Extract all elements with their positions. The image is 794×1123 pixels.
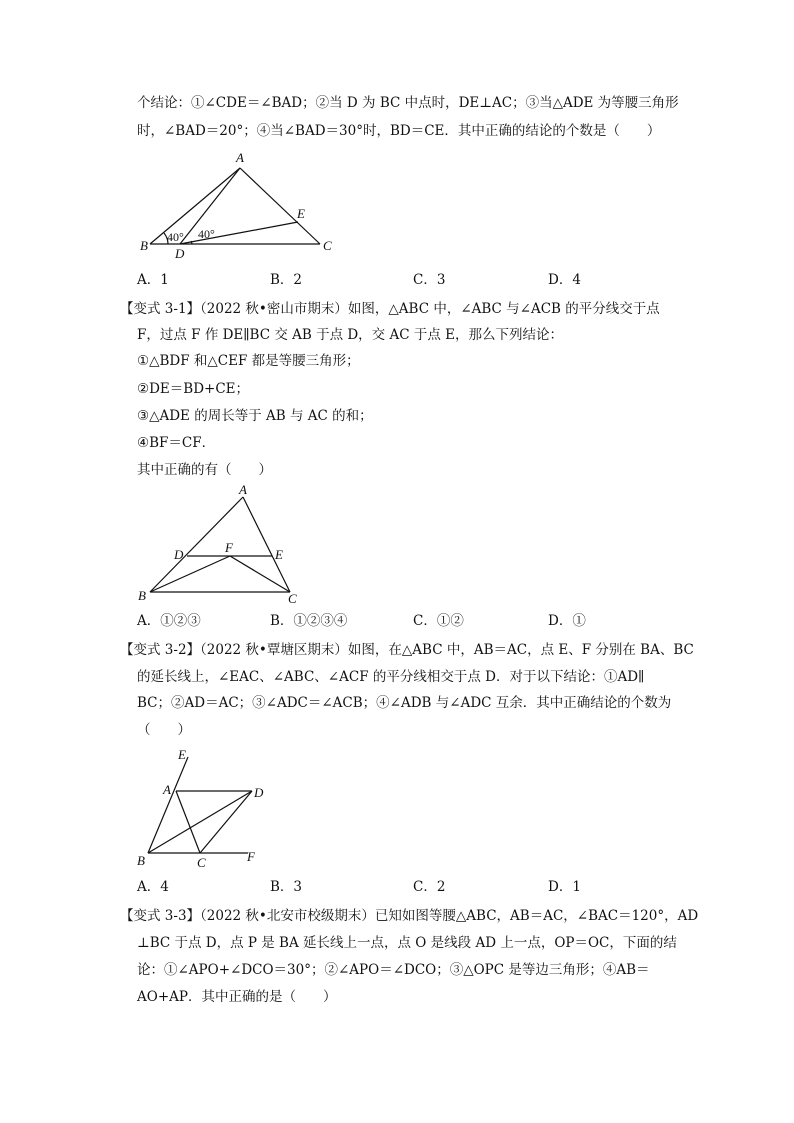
q1-label-e: E [275,547,283,562]
q0-label-e: E [297,206,305,221]
q3-text-line-3: 论：①∠APO+∠DCO＝30°；②∠APO＝∠DCO；③△OPC 是等边三角形；④AB＝ [137,962,650,978]
q2-label-d: D [254,785,264,800]
q1-label-c: C [288,591,297,606]
q1-option-a[interactable]: A．①②③ [137,613,201,629]
q1-text-line-1: 【变式 3-1】（2022 秋•密山市期末）如图，△ABC 中，∠ABC 与∠ACB 的平分线交于点 [120,301,660,317]
q0-label-b: B [140,238,148,253]
q0-label-c: C [323,238,332,253]
q0-label-a: A [236,150,244,165]
q1-option-b[interactable]: B．①②③④ [270,613,348,629]
q2-text-line-2: 的延长线上，∠EAC、∠ABC、∠ACF 的平分线相交于点 D．对于以下结论：①AD∥ [137,669,645,685]
q0-text-line-2: 时，∠BAD＝20°；④当∠BAD＝30°时，BD＝CE．其中正确的结论的个数是（ ） [137,123,661,139]
q0-option-c[interactable]: C．3 [413,272,446,288]
q2-text-line-4: （ ） [137,722,191,738]
q3-text-line-1: 【变式 3-3】（2022 秋•北安市校级期末）已知如图等腰△ABC，AB＝AC，∠BAC＝120°，AD [120,908,699,924]
q1-label-f: F [225,540,233,555]
q2-figure-diagram [130,745,280,875]
q2-label-b: B [137,853,145,868]
q1-question-prompt: 其中正确的有（ ） [137,462,272,478]
q2-option-c[interactable]: C．2 [413,879,446,895]
q2-label-e: E [178,747,186,762]
q3-text-line-2: ⊥BC 于点 D，点 P 是 BA 延长线上一点，点 O 是线段 AD 上一点，OP＝OC，下面的结 [137,935,677,951]
q1-label-a: A [239,482,247,497]
q1-option-d[interactable]: D．① [548,613,586,629]
q0-option-b[interactable]: B．2 [270,272,303,288]
q2-text-line-1: 【变式 3-2】（2022 秋•覃塘区期末）如图，在△ABC 中，AB＝AC，点 E、F 分别在 BA、BC [120,642,694,658]
q1-text-line-2: F，过点 F 作 DE∥BC 交 AB 于点 D，交 AC 于点 E，那么下列结论： [137,327,563,343]
q1-option-c[interactable]: C．①② [413,613,464,629]
q1-figure-triangle [130,480,310,610]
q1-statement-2: ②DE＝BD+CE； [137,381,250,397]
q0-option-a[interactable]: A．1 [137,272,169,288]
q2-label-a: A [163,782,171,797]
q1-statement-3: ③△ADE 的周长等于 AB 与 AC 的和； [137,408,373,424]
q1-statement-4: ④BF＝CF． [137,435,216,451]
q0-figure-triangle [130,148,350,263]
q0-label-d: D [175,246,185,261]
q1-label-b: B [138,588,146,603]
q2-text-line-3: BC；②AD＝AC；③∠ADC＝∠ACB；④∠ADB 与∠ADC 互余．其中正确结论的个数为 [137,695,672,711]
q0-angle-label-b: 40° [167,230,184,244]
q0-option-d[interactable]: D．4 [548,272,581,288]
q2-label-f: F [247,849,255,864]
q0-angle-label-d: 40° [198,227,215,241]
q2-option-b[interactable]: B．3 [270,879,303,895]
q0-text-line-1: 个结论：①∠CDE＝∠BAD；②当 D 为 BC 中点时，DE⊥AC；③当△ADE 为等腰三角形 [137,95,679,111]
q2-option-a[interactable]: A．4 [137,879,169,895]
q3-text-line-4: AO+AP．其中正确的是（ ） [137,989,337,1005]
q2-option-d[interactable]: D．1 [548,879,581,895]
q2-label-c: C [197,855,206,870]
q1-statement-1: ①△BDF 和△CEF 都是等腰三角形； [137,353,360,369]
q1-label-d: D [174,547,184,562]
